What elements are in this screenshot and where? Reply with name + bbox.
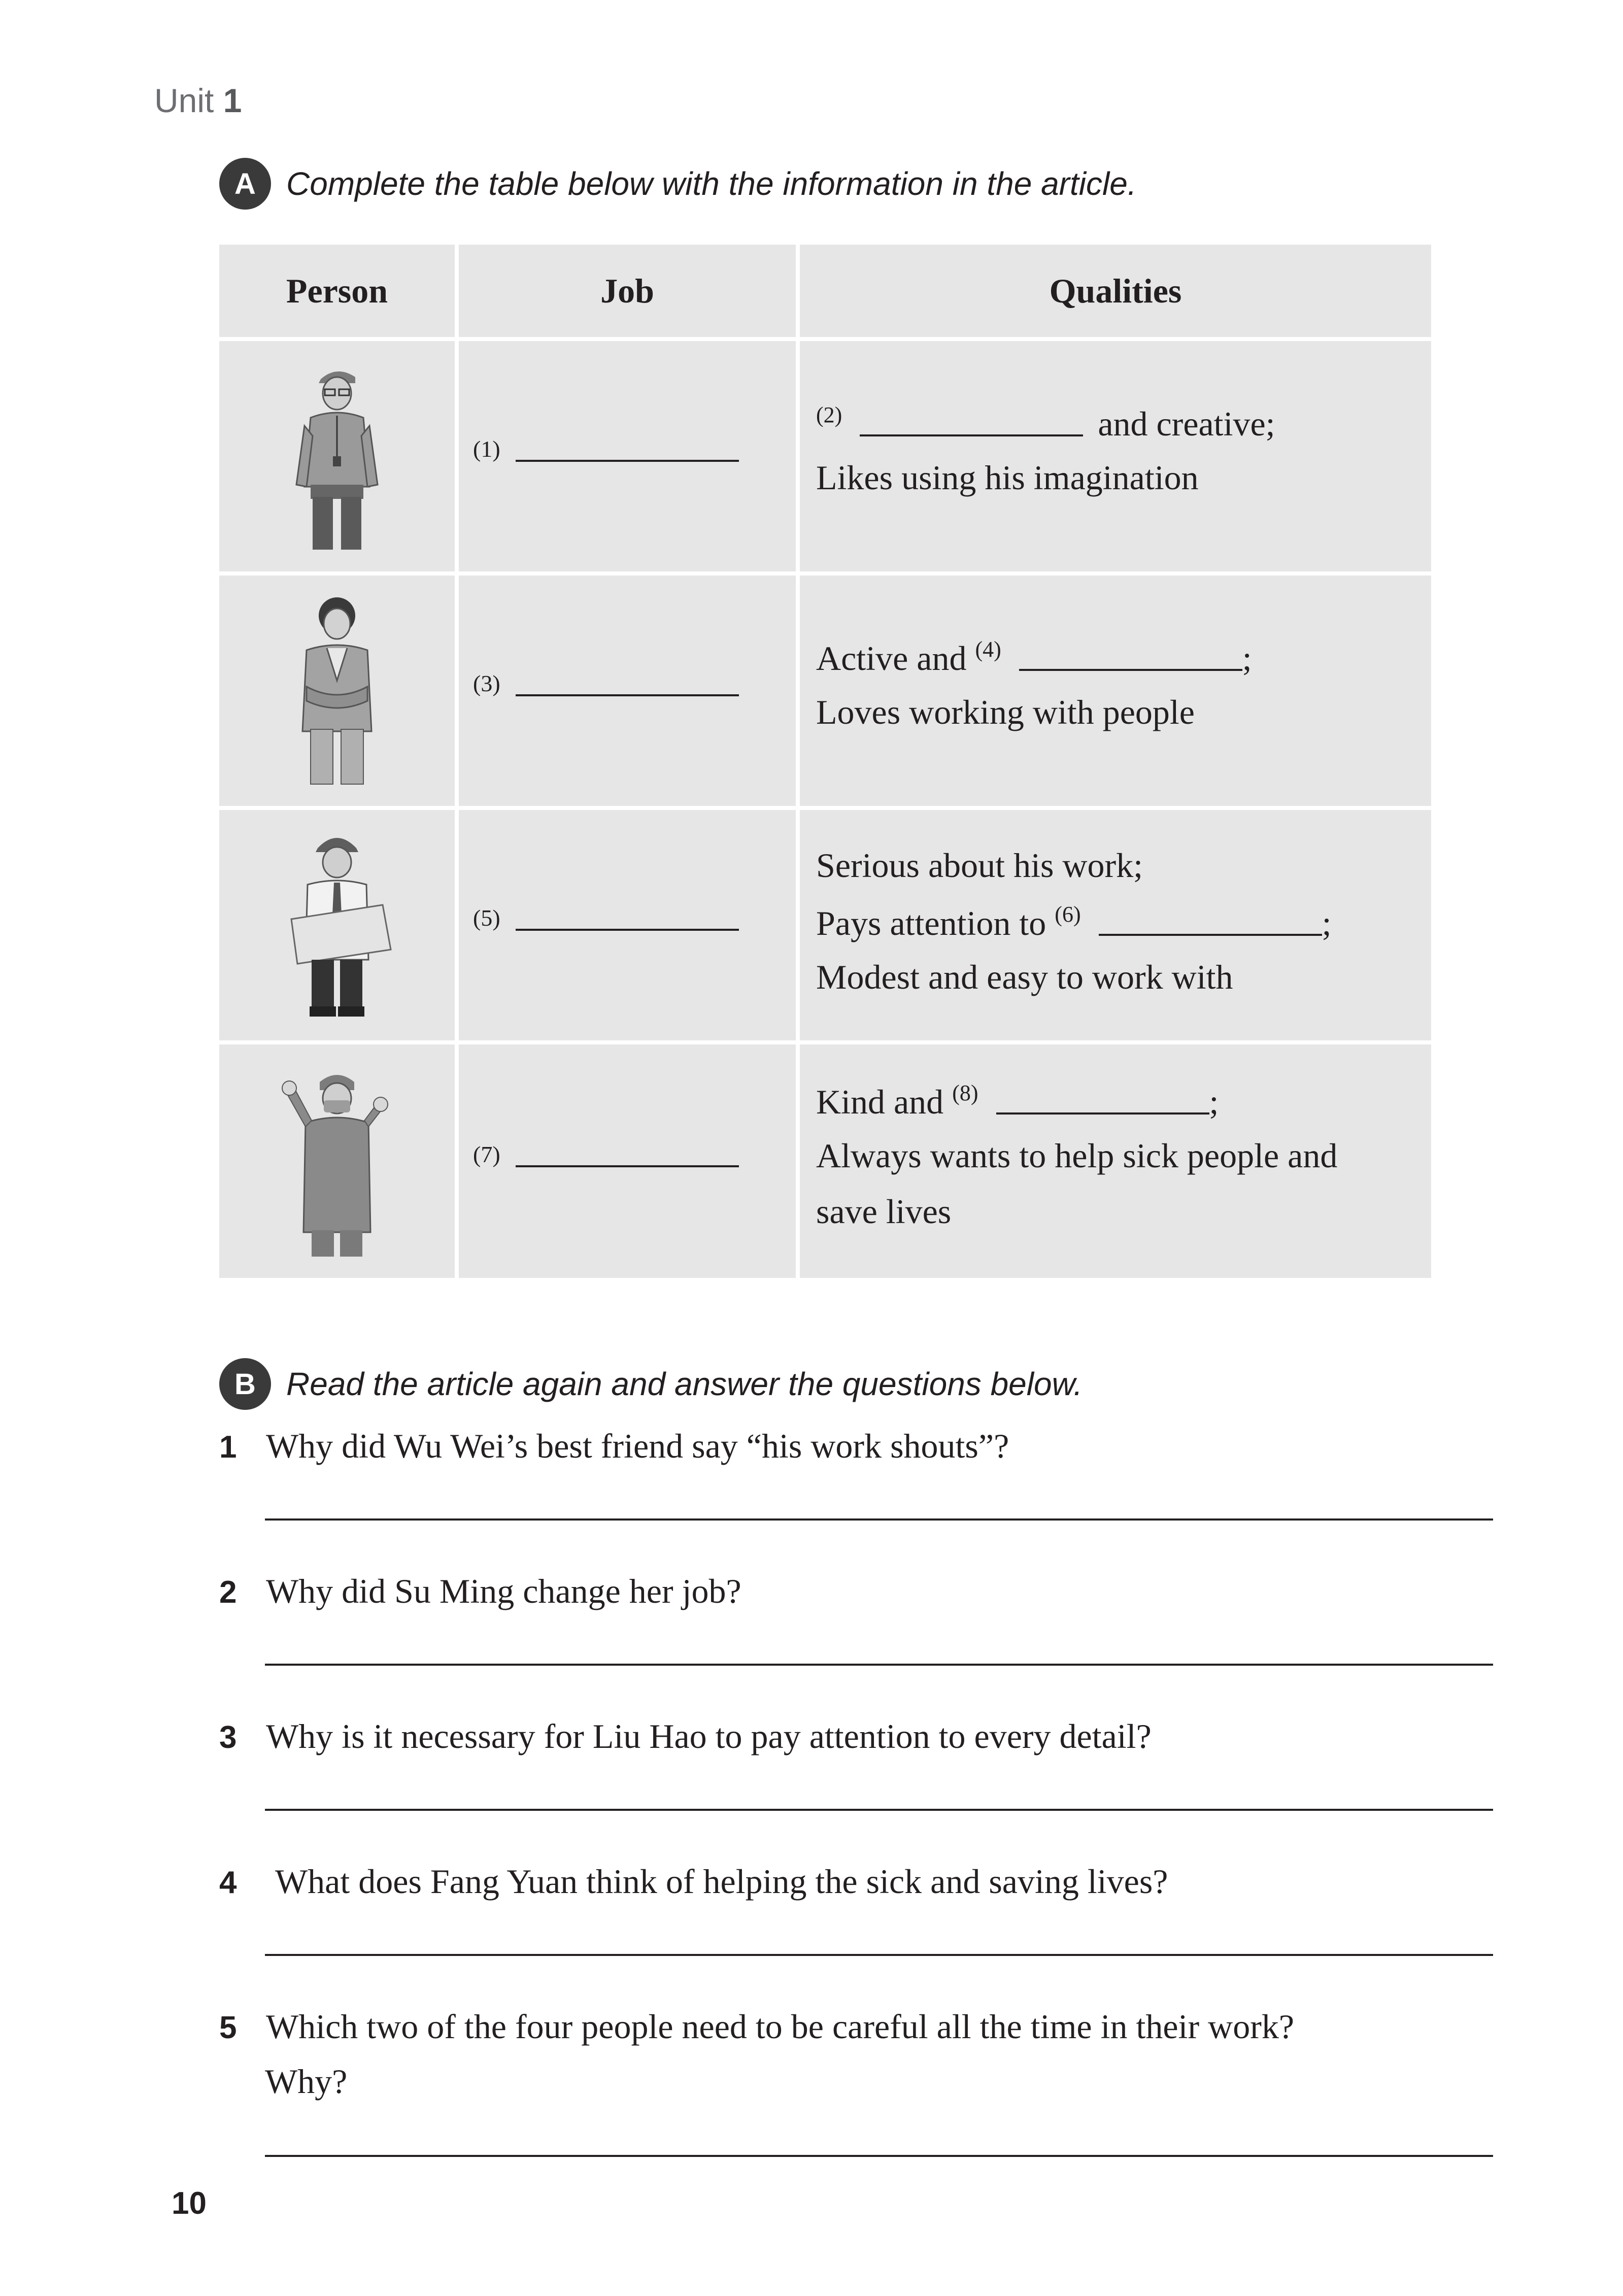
table-divider: [219, 571, 1431, 576]
quality-line: [816, 636, 1252, 679]
quality-answer-blank[interactable]: [996, 1112, 1209, 1115]
quality-text: Kind and: [816, 1083, 944, 1121]
qualities-cell: [800, 576, 1431, 806]
job-answer-blank[interactable]: [516, 1165, 739, 1167]
quality-text: Pays attention to: [816, 904, 1046, 942]
section-b-heading: [219, 1358, 1083, 1410]
quality-text: and creative;: [1098, 404, 1275, 443]
question-text: Which two of the four people need to be careful all the time in their work?: [266, 2007, 1295, 2046]
job-cell: [459, 1044, 796, 1278]
table-divider: [219, 806, 1431, 810]
section-b-badge: B: [219, 1358, 271, 1410]
question-text: Why did Wu Wei’s best friend say “his work shouts”?: [266, 1427, 1009, 1465]
quality-line: Serious about his work;: [816, 846, 1143, 885]
job-cell: [459, 341, 796, 571]
table-divider: [219, 337, 1431, 341]
question-text-continued: Why?: [265, 2062, 348, 2101]
quality-text: ;: [1209, 1083, 1219, 1121]
answer-line[interactable]: [265, 1954, 1493, 1956]
question-text: What does Fang Yuan think of helping the sick and saving lives?: [275, 1862, 1168, 1901]
quality-answer-blank[interactable]: [860, 434, 1083, 436]
quality-text: ;: [1242, 639, 1252, 678]
person-cell: [219, 810, 455, 1040]
info-table: [219, 245, 1431, 1278]
quality-line: Modest and easy to work with: [816, 958, 1233, 996]
question-text: Why did Su Ming change her job?: [266, 1572, 741, 1610]
person-cell: [219, 341, 455, 571]
quality-line: [816, 901, 1332, 943]
unit-number: 1: [223, 82, 242, 119]
header-qualities: Qualities: [1049, 271, 1182, 310]
question-number: 5: [219, 2010, 237, 2045]
quality-line: Always wants to help sick people and: [816, 1136, 1338, 1175]
table-divider: [796, 245, 800, 1278]
page-number: 10: [172, 2186, 207, 2221]
qualities-cell: [800, 341, 1431, 571]
unit-header: [154, 81, 242, 120]
woman-arms-crossed-figure: [276, 589, 398, 792]
question-number: 2: [219, 1575, 237, 1610]
man-in-hard-hat-with-blueprint-figure: [271, 824, 403, 1027]
quality-line: [816, 1080, 1219, 1122]
answer-line[interactable]: [265, 1809, 1493, 1811]
section-b-instruction: Read the article again and answer the questions below.: [286, 1366, 1083, 1402]
question-item: [219, 1862, 1168, 1902]
blank-number: (4): [975, 637, 1001, 662]
man-in-cap-with-glasses-figure: [276, 355, 398, 558]
table-divider: [219, 1040, 1431, 1044]
question-text: Why is it necessary for Liu Hao to pay attention to every detail?: [266, 1717, 1152, 1755]
blank-number: (1): [473, 436, 500, 462]
section-a-heading: [219, 158, 1137, 210]
blank-number: (8): [952, 1081, 978, 1105]
answer-line[interactable]: [265, 2155, 1493, 2157]
job-answer-blank[interactable]: [516, 694, 739, 696]
job-cell: [459, 576, 796, 806]
quality-line: Loves working with people: [816, 693, 1195, 731]
section-a-instruction: Complete the table below with the information in the article.: [286, 165, 1137, 202]
blank-number: (2): [816, 402, 842, 427]
header-person: Person: [286, 271, 388, 310]
unit-label: Unit: [154, 82, 214, 119]
quality-line: Likes using his imagination: [816, 458, 1199, 497]
doctor-in-scrubs-and-mask-figure: [271, 1060, 403, 1263]
question-item: [219, 2007, 1294, 2047]
person-cell: [219, 576, 455, 806]
question-number: 1: [219, 1430, 237, 1465]
quality-line: save lives: [816, 1192, 952, 1231]
question-item: [219, 1426, 1009, 1466]
qualities-cell: [800, 1044, 1431, 1278]
job-answer-blank[interactable]: [516, 929, 739, 931]
table-divider: [455, 245, 459, 1278]
question-item: [219, 1716, 1152, 1757]
question-number: 4: [219, 1865, 237, 1900]
answer-line[interactable]: [265, 1664, 1493, 1666]
answer-line[interactable]: [265, 1518, 1493, 1521]
job-cell: [459, 810, 796, 1040]
qualities-cell: [800, 810, 1431, 1040]
question-item: [219, 1571, 741, 1611]
header-job: Job: [600, 271, 654, 310]
quality-text: Active and: [816, 639, 967, 678]
quality-line: [816, 402, 1275, 444]
question-number: 3: [219, 1720, 237, 1755]
quality-answer-blank[interactable]: [1099, 934, 1322, 936]
blank-number: (3): [473, 670, 500, 696]
section-a-badge: A: [219, 158, 271, 210]
person-cell: [219, 1044, 455, 1278]
job-answer-blank[interactable]: [516, 460, 739, 462]
blank-number: (7): [473, 1141, 500, 1167]
blank-number: (5): [473, 905, 500, 931]
quality-text: ;: [1322, 904, 1332, 942]
blank-number: (6): [1055, 902, 1081, 927]
quality-answer-blank[interactable]: [1019, 669, 1242, 671]
